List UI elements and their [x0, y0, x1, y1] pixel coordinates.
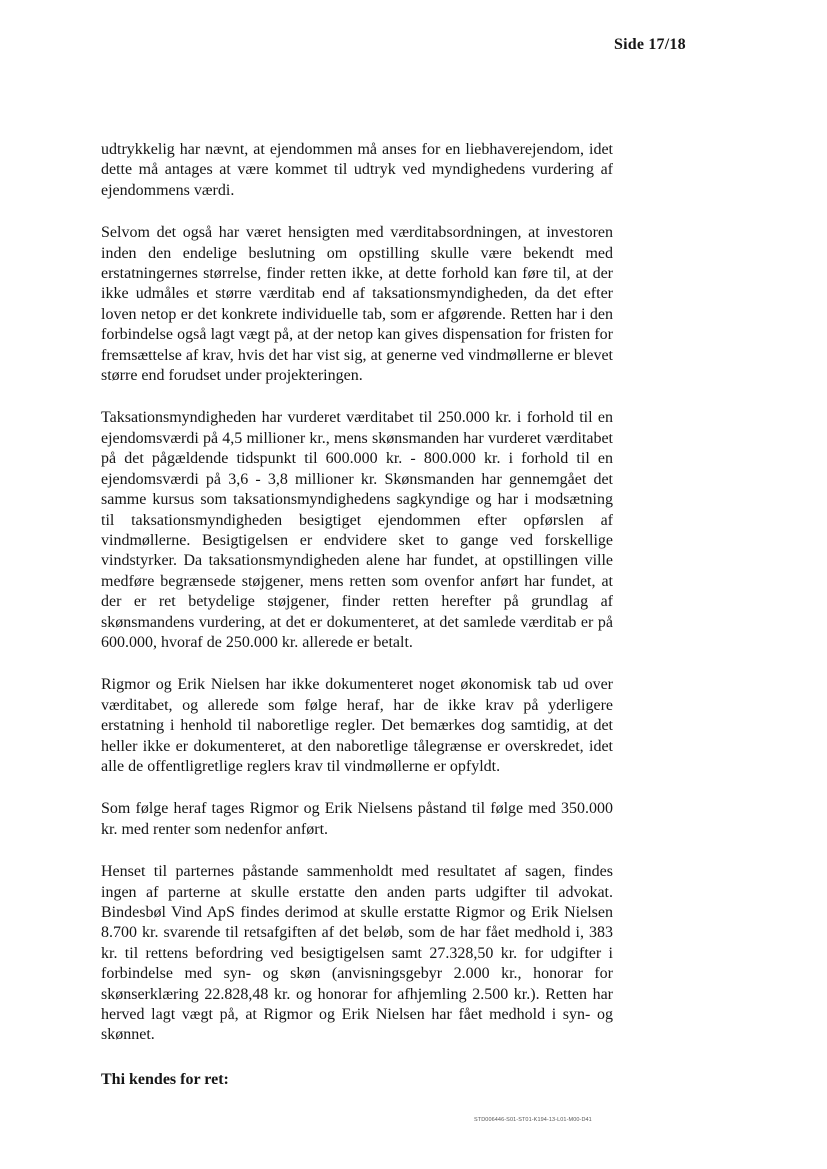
- verdict-heading: Thi kendes for ret:: [101, 1070, 229, 1088]
- page-number: Side 17/18: [614, 36, 686, 53]
- paragraph-1: udtrykkelig har nævnt, at ejendommen må anses for en liebhaverejendom, idet dette må antages at være kommet til udtryk ved myndighedens vurdering af ejendommens værdi.: [101, 141, 613, 199]
- paragraph-3: Taksationsmyndigheden har vurderet værditabet til 250.000 kr. i forhold til en ejendomsværdi på 4,5 millioner kr., mens skønsmanden har vurderet værditabet på det pågældende tidspunkt til 600.000 kr. - 800.000 kr. i forhold til en ejendomsværdi på 3,6 - 3,8 millioner kr. Skønsmanden har gennemgået det samme kursus som taksationsmyndighedens sagkyndige og har i modsætning til taksationsmyndigheden besigtiget ejendommen efter opførslen af vindmøllerne. Besigtigelsen er endvidere sket to gange ved forskellige vindstyrker. Da taksationsmyndigheden alene har fundet, at opstillingen ville medføre begrænsede støjgener, mens retten som ovenfor anført har fundet, at der er ret betydelige støjgener, finder retten herefter på grundlag af skønsmandens vurdering, at det er dokumenteret, at det samlede værditab er på 600.000, hvoraf de 250.000 kr. allerede er betalt.: [101, 409, 613, 651]
- paragraph-6: Henset til parternes påstande sammenholdt med resultatet af sagen, findes ingen af parterne at skulle erstatte den anden parts udgifter til advokat. Bindesbøl Vind ApS findes derimod at skulle erstatte Rigmor og Erik Nielsen 8.700 kr. svarende til retsafgiften af det beløb, som de har fået medhold i, 383 kr. til rettens befordring ved besigtigelsen samt 27.328,50 kr. for udgifter i forbindelse med syn- og skøn (anvisningsgebyr 2.000 kr., honorar for skønserklæring 22.828,48 kr. og honorar for afhjemling 2.500 kr.). Retten har herved lagt vægt på, at Rigmor og Erik Nielsen har fået medhold i syn- og skønnet.: [101, 863, 613, 1044]
- document-code: STD006446-S01-ST01-K194-13-L01-M00-D41: [474, 1117, 592, 1123]
- paragraph-5: Som følge heraf tages Rigmor og Erik Nielsens påstand til følge med 350.000 kr. med renter som nedenfor anført.: [101, 800, 613, 838]
- paragraph-2: Selvom det også har været hensigten med værditabsordningen, at investoren inden den endelige beslutning om opstilling skulle være bekendt med erstatningernes størrelse, finder retten ikke, at dette forhold kan føre til, at der ikke udmåles et større værditab end af taksationsmyndigheden, da det efter loven netop er det konkrete individuelle tab, som er afgørende. Retten har i den forbindelse også lagt vægt på, at der netop kan gives dispensation for fristen for fremsættelse af krav, hvis det har vist sig, at generne ved vindmøllerne er blevet større end forudset under projekteringen.: [101, 224, 613, 385]
- paragraph-4: Rigmor og Erik Nielsen har ikke dokumenteret noget økonomisk tab ud over værditabet, og allerede som følge heraf, har de ikke krav på yderligere erstatning i henhold til naboretlige regler. Det bemærkes dog samtidig, at det heller ikke er dokumenteret, at den naboretlige tålegrænse er overskredet, idet alle de offentligretlige reglers krav til vindmøllerne er opfyldt.: [101, 676, 613, 775]
- document-body: [101, 140, 613, 1090]
